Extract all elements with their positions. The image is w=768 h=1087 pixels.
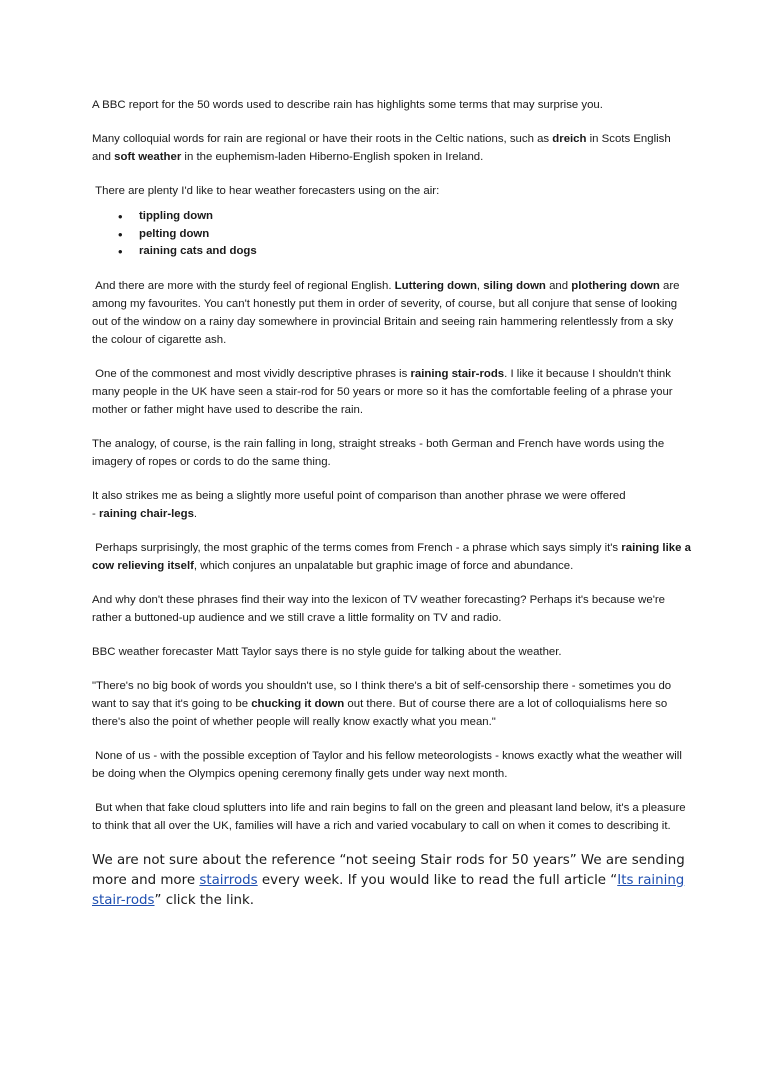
text: And there are more with the sturdy feel of regional English. xyxy=(92,279,395,292)
text: "There's no big book of words you shouldn't use, so I think there's a bit of self-censorship there - sometimes you do want to say that it's going to be xyxy=(92,679,672,710)
regional-english-paragraph xyxy=(92,277,692,349)
french-phrase-paragraph xyxy=(92,539,695,575)
text: , which conjures an unpalatable but graphic image of force and abundance. xyxy=(193,559,574,572)
text: every week. If you would like to read the full article “ xyxy=(257,872,618,888)
term-dreich: dreich xyxy=(552,133,587,145)
text: Many colloquial words for rain are regional or have their roots in the Celtic nations, such as xyxy=(92,133,553,145)
text: ” click the link. xyxy=(154,892,255,908)
forecasters-paragraph: There are plenty I'd like to hear weather forecasters using on the air: xyxy=(92,185,440,197)
text: in the euphemism-laden Hiberno-English spoken in Ireland. xyxy=(181,151,484,163)
text: and xyxy=(545,279,572,292)
term-luttering-down: Luttering down xyxy=(394,279,477,292)
list-item: • raining cats and dogs xyxy=(92,243,692,261)
olympics-paragraph: None of us - with the possible exception of Taylor and his fellow meteorologists - knows exactly what the weather will be doing when the Olympics opening ceremony finally gets under way next month. xyxy=(92,749,686,780)
tv-forecasting-paragraph: And why don't these phrases find their way into the lexicon of TV weather forecasting? Perhaps it's because we're rather a buttoned-up audience and we still crave a little formality on TV and radio. xyxy=(92,593,666,624)
text: It also strikes me as being a slightly more useful point of comparison than another phrase we were offered xyxy=(92,489,626,502)
conclusion-paragraph: But when that fake cloud splutters into life and rain begins to fall on the green and pleasant land below, it's a pleasure to think that all over the UK, families will have a rich and varied vocabulary to call on when it comes to describing it. xyxy=(92,801,689,832)
term-cow-relieving-itself: raining like a cow relieving itself xyxy=(92,541,695,572)
closing-note xyxy=(92,851,692,911)
analogy-paragraph: The analogy, of course, is the rain falling in long, straight streaks - both German and French have words using the imagery of ropes or cords to do the same thing. xyxy=(92,437,665,468)
chair-legs-paragraph xyxy=(92,487,692,523)
text: are among my favourites. You can't honestly put them in order of severity, of course, but all conjure that sense of looking out of the window on a rainy day somewhere in provincial Britain and seeing rain hammering relentlessly from a sky the colour of cigarette ash. xyxy=(92,279,683,346)
stairrods-link[interactable]: stairrods xyxy=(199,872,258,888)
rain-terms-list xyxy=(92,208,692,261)
intro-paragraph: A BBC report for the 50 words used to describe rain has highlights some terms that may surprise you. xyxy=(92,99,603,111)
text: We are not sure about the reference “not seeing Stair rods for 50 years” We are sending more and more xyxy=(92,852,685,888)
term-chucking-it-down: chucking it down xyxy=(251,697,345,710)
term-siling-down: siling down xyxy=(483,279,546,292)
text: . xyxy=(193,507,198,520)
article-link[interactable]: Its raining stair-rods xyxy=(92,872,685,908)
style-guide-paragraph: BBC weather forecaster Matt Taylor says there is no style guide for talking about the weather. xyxy=(92,645,562,658)
document-page xyxy=(92,96,695,911)
text: . I like it because I shouldn't think many people in the UK have seen a stair-rod for 50 years or more so it has the comfortable feeling of a phrase your mother or father might have used to describe the rain. xyxy=(92,367,676,416)
term-raining-chair-legs: raining chair-legs xyxy=(98,507,194,520)
term-raining-stair-rods: raining stair-rods xyxy=(410,367,505,380)
text: - xyxy=(92,507,99,520)
taylor-quote-paragraph xyxy=(92,677,692,731)
text: out there. But of course there are a lot of colloquialisms here so there's also the point of whether people will really know exactly what you mean." xyxy=(92,697,668,728)
list-item: • pelting down xyxy=(92,226,692,244)
text: in Scots English and xyxy=(92,133,671,163)
text: , xyxy=(476,279,484,292)
term-soft-weather: soft weather xyxy=(114,151,182,163)
term-plothering-down: plothering down xyxy=(571,279,660,292)
stair-rods-paragraph xyxy=(92,365,692,419)
colloquial-words-paragraph xyxy=(92,130,692,166)
text: One of the commonest and most vividly descriptive phrases is xyxy=(92,367,411,380)
list-item: • tippling down xyxy=(92,208,692,226)
text: Perhaps surprisingly, the most graphic of the terms comes from French - a phrase which says simply it's xyxy=(92,541,622,554)
